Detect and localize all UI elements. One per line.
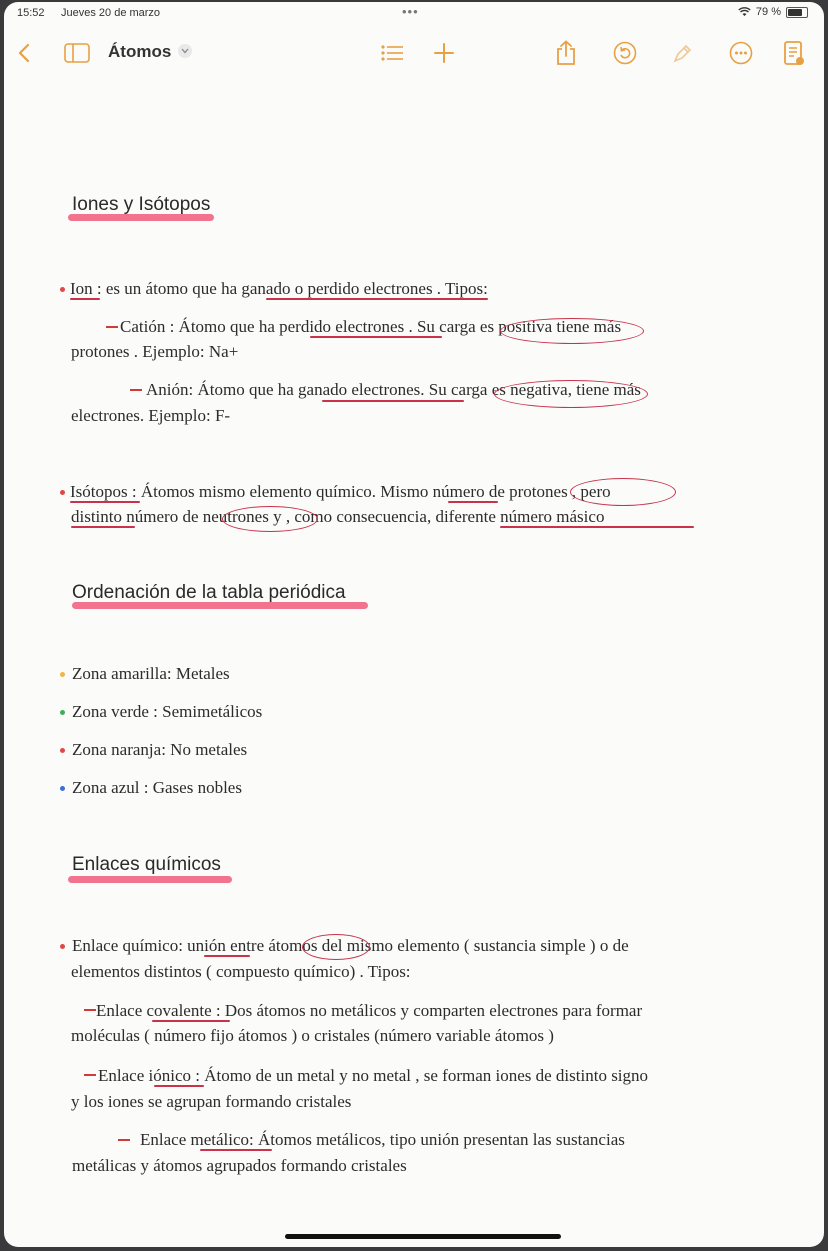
dash-marker (130, 389, 142, 391)
status-time: 15:52 (17, 7, 45, 19)
more-button[interactable] (726, 40, 756, 66)
underline (154, 1085, 204, 1087)
sidebar-icon (64, 43, 90, 63)
covalente-line-2: moléculas ( número fijo átomos ) o cristales (número variable átomos ) (71, 1026, 554, 1045)
status-bar (4, 2, 824, 26)
underline (152, 1020, 230, 1022)
underline (70, 298, 100, 300)
pen-icon (671, 41, 695, 65)
enlace-line-2: elementos distintos ( compuesto químico) . Tipos: (71, 962, 411, 981)
heading-highlight (68, 876, 232, 883)
ionico-line-2: y los iones se agrupan formando cristales (71, 1092, 352, 1111)
bullet-green (60, 710, 65, 715)
circle-annotation (222, 506, 318, 532)
heading-enlaces-quimicos: Enlaces químicos (72, 854, 221, 875)
anion-line-2: electrones. Ejemplo: F- (71, 406, 231, 425)
heading-iones-isotopos: Iones y Isótopos (72, 194, 211, 215)
circle-annotation (494, 380, 648, 408)
zona-verde: Zona verde : Semimetálicos (72, 702, 263, 721)
dash-marker (118, 1139, 130, 1141)
underline (71, 526, 135, 528)
share-button[interactable] (553, 40, 579, 66)
back-button[interactable] (12, 40, 36, 66)
ellipsis-icon (729, 41, 753, 65)
ionico-line-1: Enlace iónico : Átomo de un metal y no metal , se forman iones de distinto signo (98, 1066, 649, 1085)
home-indicator[interactable] (285, 1234, 561, 1239)
circle-annotation (570, 478, 676, 506)
zona-azul: Zona azul : Gases nobles (72, 778, 242, 797)
list-icon (380, 44, 404, 62)
undo-button[interactable] (610, 40, 640, 66)
markup-button[interactable] (668, 40, 698, 66)
title-menu-button[interactable] (178, 44, 192, 58)
underline (500, 526, 694, 528)
bullet-red (60, 748, 65, 753)
handwritten-note-page[interactable] (4, 82, 824, 1247)
plus-icon (434, 43, 454, 63)
underline (200, 1149, 272, 1151)
underline (322, 400, 464, 402)
dash-marker (84, 1009, 96, 1011)
share-icon (555, 40, 577, 66)
compose-icon (783, 40, 805, 66)
zona-amarilla: Zona amarilla: Metales (72, 664, 230, 683)
notes-toolbar (4, 28, 824, 78)
bullet-yellow (60, 672, 65, 677)
metalico-line-2: metálicas y átomos agrupados formando cristales (72, 1156, 407, 1175)
sidebar-toggle-button[interactable] (62, 40, 92, 66)
dash-marker (84, 1074, 96, 1076)
chevron-down-icon (181, 48, 189, 54)
add-button[interactable] (432, 40, 456, 66)
wifi-icon (738, 7, 751, 17)
zona-naranja: Zona naranja: No metales (72, 740, 248, 759)
bullet-blue (60, 786, 65, 791)
status-right (738, 6, 808, 18)
chevron-left-icon (18, 43, 30, 63)
bullet-red (60, 944, 65, 949)
notes-screen (4, 2, 824, 1247)
checklist-button[interactable] (378, 40, 406, 66)
multitask-dots-icon[interactable]: ••• (402, 4, 419, 19)
underline (204, 955, 250, 957)
dash-marker (106, 326, 118, 328)
undo-icon (613, 41, 637, 65)
cation-line-1: Catión : Átomo que ha perdido electrones . Su carga es positiva tiene más (120, 317, 622, 336)
anion-line-1: Anión: Átomo que ha ganado electrones. Su carga es negativa, tiene más (146, 380, 641, 399)
underline (266, 298, 488, 300)
battery-icon (786, 7, 808, 18)
underline (70, 501, 140, 503)
isotopos-line-1: Isótopos : Átomos mismo elemento químico. Mismo número de protones , pero (70, 482, 611, 501)
status-date: Jueves 20 de marzo (61, 7, 161, 19)
cation-line-2: protones . Ejemplo: Na+ (71, 342, 239, 361)
new-note-button[interactable] (780, 40, 808, 66)
circle-annotation (500, 318, 644, 344)
underline (310, 336, 442, 338)
bullet-red (60, 287, 65, 292)
ion-definition: Ion : es un átomo que ha ganado o perdido electrones . Tipos: (70, 279, 488, 298)
bullet-red (60, 490, 65, 495)
underline (448, 501, 498, 503)
enlace-line-1: Enlace químico: unión entre átomos del mismo elemento ( sustancia simple ) o de (72, 936, 629, 955)
heading-tabla-periodica: Ordenación de la tabla periódica (72, 582, 346, 603)
covalente-line-1: Enlace covalente : Dos átomos no metálicos y comparten electrones para formar (96, 1001, 643, 1020)
isotopos-line-2: distinto número de neutrones y , como consecuencia, diferente número másico (71, 507, 605, 526)
metalico-line-1: Enlace metálico: Átomos metálicos, tipo unión presentan las sustancias (140, 1130, 625, 1149)
note-title[interactable]: Átomos (108, 42, 172, 61)
circle-annotation (302, 934, 370, 960)
battery-percent: 79 % (755, 6, 781, 18)
